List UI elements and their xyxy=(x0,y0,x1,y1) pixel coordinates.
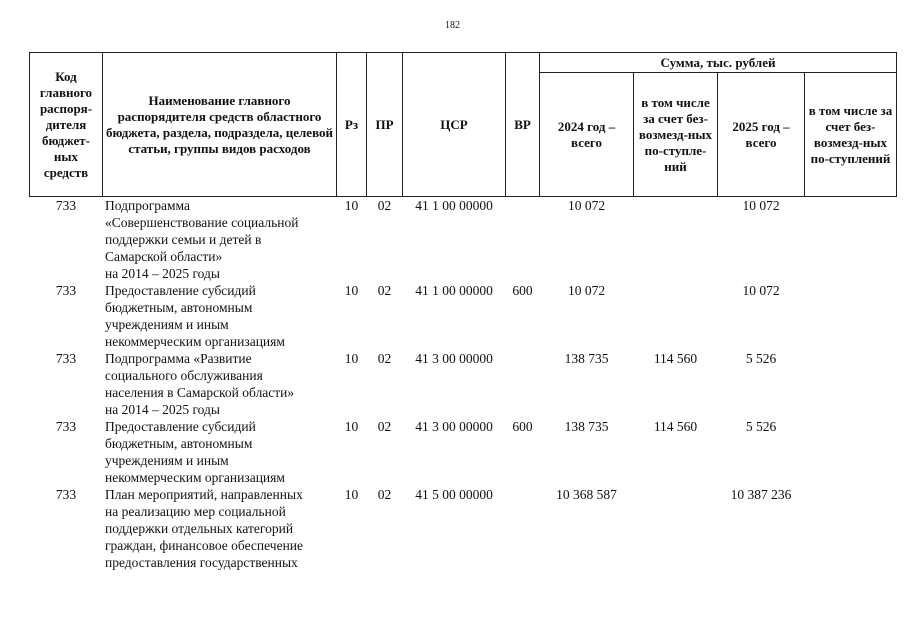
name-line: Подпрограмма «Развитие xyxy=(105,351,252,366)
name-line: некоммерческим организациям xyxy=(105,334,285,349)
cell-rz: 10 xyxy=(344,351,359,366)
cell-code: 733 xyxy=(55,351,77,366)
cell-code: 733 xyxy=(55,198,77,213)
cell-2025-total: 10 072 xyxy=(742,198,780,213)
table-row xyxy=(30,486,897,571)
table-row xyxy=(30,418,897,486)
cell-2024-free: 114 560 xyxy=(653,351,698,366)
cell-pr: 02 xyxy=(377,283,392,298)
name-line: поддержки отдельных категорий xyxy=(105,521,294,536)
cell-code: 733 xyxy=(55,283,77,298)
cell-code: 733 xyxy=(55,419,77,434)
cell-2025-free xyxy=(805,486,897,571)
cell-2024-total: 10 368 587 xyxy=(556,487,617,502)
cell-vr: 600 xyxy=(512,283,533,298)
cell-rz: 10 xyxy=(344,419,359,434)
cell-2024-total: 138 735 xyxy=(564,419,609,434)
name-line: социального обслуживания xyxy=(105,368,263,383)
cell-csr: 41 5 00 00000 xyxy=(415,487,493,502)
cell-vr: 600 xyxy=(512,419,533,434)
header-code: Код главного распоря-дителя бюджет-ных средств xyxy=(30,53,103,197)
name-line: на 2014 – 2025 годы xyxy=(105,266,220,281)
cell-csr: 41 1 00 00000 xyxy=(415,198,493,213)
cell-name xyxy=(103,282,337,350)
header-rz: Рз xyxy=(337,53,367,197)
cell-pr: 02 xyxy=(377,351,392,366)
table-header xyxy=(30,53,897,197)
cell-2024-total: 10 072 xyxy=(567,198,606,213)
cell-csr: 41 3 00 00000 xyxy=(415,419,493,434)
cell-2024-free: 114 560 xyxy=(653,419,698,434)
name-line: предоставления государственных xyxy=(105,555,298,570)
cell-csr: 41 3 00 00000 xyxy=(415,351,493,366)
cell-2024-free xyxy=(634,486,718,571)
budget-table xyxy=(29,52,897,571)
header-sum-group: Сумма, тыс. рублей xyxy=(540,53,897,73)
cell-rz: 10 xyxy=(344,283,359,298)
cell-vr xyxy=(506,197,540,283)
table-row xyxy=(30,282,897,350)
name-line: граждан, финансовое обеспечение xyxy=(105,538,304,553)
page-number: 182 xyxy=(445,20,460,31)
table-row xyxy=(30,197,897,283)
cell-2025-total: 5 526 xyxy=(745,351,777,366)
name-line: Самарской области» xyxy=(105,249,223,264)
cell-name xyxy=(103,418,337,486)
cell-2025-free xyxy=(805,197,897,283)
header-vr: ВР xyxy=(506,53,540,197)
cell-name xyxy=(103,486,337,571)
header-csr: ЦСР xyxy=(403,53,506,197)
cell-vr xyxy=(506,486,540,571)
cell-2025-total: 10 072 xyxy=(742,283,780,298)
name-line: на реализацию мер социальной xyxy=(105,504,286,519)
name-line: населения в Самарской области» xyxy=(105,385,295,400)
header-2025-free: в том числе за счет без-возмезд-ных по-ступлений xyxy=(805,73,897,197)
cell-2024-total: 10 072 xyxy=(567,283,606,298)
name-line: некоммерческим организациям xyxy=(105,470,285,485)
name-line: учреждениям и иным xyxy=(105,453,229,468)
name-line: поддержки семьи и детей в xyxy=(105,232,262,247)
name-line: Предоставление субсидий xyxy=(105,283,256,298)
header-pr: ПР xyxy=(367,53,403,197)
cell-2025-free xyxy=(805,350,897,418)
cell-name xyxy=(103,350,337,418)
cell-pr: 02 xyxy=(377,487,392,502)
cell-rz: 10 xyxy=(344,487,359,502)
header-name: Наименование главного распорядителя средств областного бюджета, раздела, подраздела, целевой статьи, группы видов расходов xyxy=(103,53,337,197)
name-line: «Совершенствование социальной xyxy=(105,215,299,230)
table-body xyxy=(30,197,897,572)
cell-2025-free xyxy=(805,282,897,350)
name-line: Подпрограмма xyxy=(105,198,190,213)
name-line: Предоставление субсидий xyxy=(105,419,256,434)
name-line: на 2014 – 2025 годы xyxy=(105,402,220,417)
cell-vr xyxy=(506,350,540,418)
header-2024-free: в том числе за счет без-возмезд-ных по-ступле-ний xyxy=(634,73,718,197)
cell-rz: 10 xyxy=(344,198,359,213)
header-2025-total: 2025 год – всего xyxy=(718,73,805,197)
cell-code: 733 xyxy=(55,487,77,502)
cell-2025-total: 10 387 236 xyxy=(730,487,792,502)
cell-csr: 41 1 00 00000 xyxy=(415,283,493,298)
name-line: учреждениям и иным xyxy=(105,317,229,332)
cell-2024-total: 138 735 xyxy=(564,351,609,366)
header-2024-total: 2024 год – всего xyxy=(540,73,634,197)
cell-2024-free xyxy=(634,197,718,283)
cell-pr: 02 xyxy=(377,419,392,434)
cell-pr: 02 xyxy=(377,198,392,213)
name-line: бюджетным, автономным xyxy=(105,436,253,451)
cell-name xyxy=(103,197,337,283)
cell-2025-total: 5 526 xyxy=(745,419,777,434)
name-line: План мероприятий, направленных xyxy=(105,487,303,502)
table-row xyxy=(30,350,897,418)
cell-2024-free xyxy=(634,282,718,350)
cell-2025-free xyxy=(805,418,897,486)
name-line: бюджетным, автономным xyxy=(105,300,253,315)
